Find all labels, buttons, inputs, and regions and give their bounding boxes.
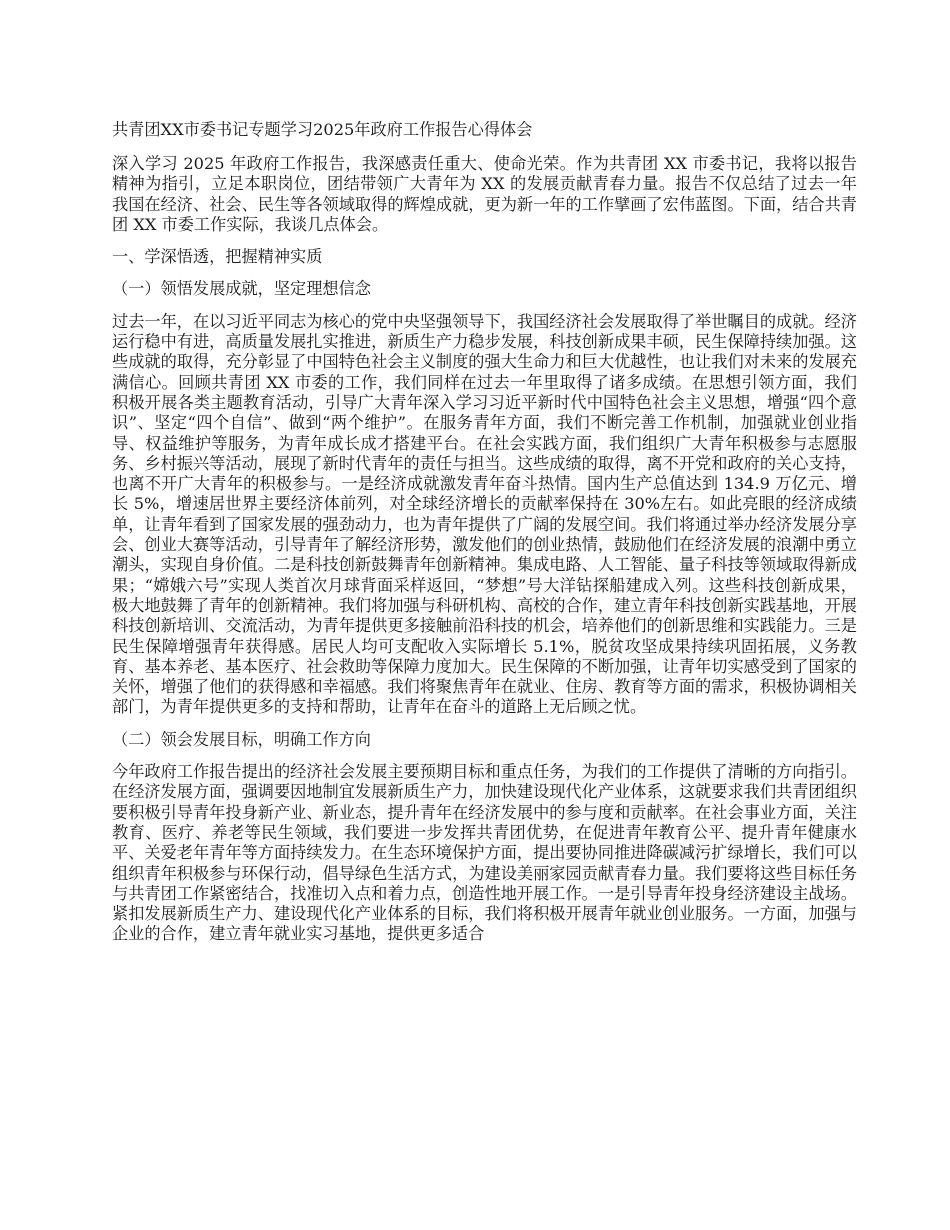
section-heading-1: 一、学深悟透，把握精神实质 [112, 247, 323, 267]
subsection-1-body: 过去一年，在以习近平同志为核心的党中央坚强领导下，我国经济社会发展取得了举世瞩目的成就。经济运行稳中有进，高质量发展扎实推进，新质生产力稳步发展，科技创新成果丰硕，民生保障持续加强。这些成就的取得，充分彰显了中国特色社会主义制度的强大生命力和巨大优越性，也让我们对未来的发展充满信心。回顾共青团 XX 市委的工作，我们同样在过去一年里取得了诸多成绩。在思想引领方面，我们积极开展各类主题教育活动，引导广大青年深入学习习近平新时代中国特色社会主义思想，增强“四个意识”、坚定“四个自信”、做到“两个维护”。在服务青年方面，我们不断完善工作机制，加强就业创业指导、权益维护等服务，为青年成长成才搭建平台。在社会实践方面，我们组织广大青年积极参与志愿服务、乡村振兴等活动，展现了新时代青年的责任与担当。这些成绩的取得，离不开党和政府的关心支持，也离不开广大青年的积极参与。一是经济成就激发青年奋斗热情。国内生产总值达到 134.9 万亿元、增长 5%，增速居世界主要经济体前列，对全球经济增长的贡献率保持在 30%左右。如此亮眼的经济成绩单，让青年看到了国家发展的强劲动力，也为青年提供了广阔的发展空间。我们将通过举办经济发展分享会、创业大赛等活动，引导青年了解经济形势，激发他们的创业热情，鼓励他们在经济发展的浪潮中勇立潮头，实现自身价值。二是科技创新鼓舞青年创新精神。集成电路、人工智能、量子科技等领域取得新成果；“嫦娥六号”实现人类首次月球背面采样返回，“梦想”号大洋钻探船建成入列。这些科技创新成果，极大地鼓舞了青年的创新精神。我们将加强与科研机构、高校的合作，建立青年科技创新实践基地，开展科技创新培训、交流活动，为青年提供更多接触前沿科技的机会，培养他们的创新思维和实践能力。三是民生保障增强青年获得感。居民人均可支配收入实际增长 5.1%，脱贫攻坚成果持续巩固拓展，义务教育、基本养老、基本医疗、社会救助等保障力度加大。民生保障的不断加强，让青年切实感受到了国家的关怀，增强了他们的获得感和幸福感。我们将聚焦青年在就业、住房、教育等方面的需求，积极协调相关部门，为青年提供更多的支持和帮助，让青年在奋斗的道路上无后顾之忧。 [112, 311, 857, 717]
document-title [112, 120, 857, 140]
subsection-heading-1: （一）领悟发展成就，坚定理想信念 [112, 279, 371, 299]
subsection-heading-2: （二）领会发展目标，明确工作方向 [112, 729, 371, 749]
title-text: 共青团XX市委书记专题学习2025年政府工作报告心得体会 [112, 120, 533, 139]
subsection-2-body: 今年政府工作报告提出的经济社会发展主要预期目标和重点任务，为我们的工作提供了清晰的方向指引。在经济发展方面，强调要因地制宜发展新质生产力，加快建设现代化产业体系，这就要求我们共青团组织要积极引导青年投身新产业、新业态，提升青年在经济发展中的参与度和贡献率。在社会事业方面，关注教育、医疗、养老等民生领域，我们要进一步发挥共青团优势，在促进青年教育公平、提升青年健康水平、关爱老年青年等方面持续发力。在生态环境保护方面，提出要协同推进降碳减污扩绿增长，我们可以组织青年积极参与环保行动，倡导绿色生活方式，为建设美丽家园贡献青春力量。我们要将这些目标任务与共青团工作紧密结合，找准切入点和着力点，创造性地开展工作。一是引导青年投身经济建设主战场。紧扣发展新质生产力、建设现代化产业体系的目标，我们将积极开展青年就业创业服务。一方面，加强与企业的合作，建立青年就业实习基地，提供更多适合 [112, 762, 857, 944]
document-page [112, 120, 857, 957]
intro-paragraph: 深入学习 2025 年政府工作报告，我深感责任重大、使命光荣。作为共青团 XX 市委书记，我将以报告精神为指引，立足本职岗位，团结带领广大青年为 XX 的发展贡献青春力量。报告不仅总结了过去一年我国在经济、社会、民生等各领域取得的辉煌成就，更为新一年的工作擘画了宏伟蓝图。下面，结合共青团 XX 市委工作实际，我谈几点体会。 [112, 154, 857, 234]
